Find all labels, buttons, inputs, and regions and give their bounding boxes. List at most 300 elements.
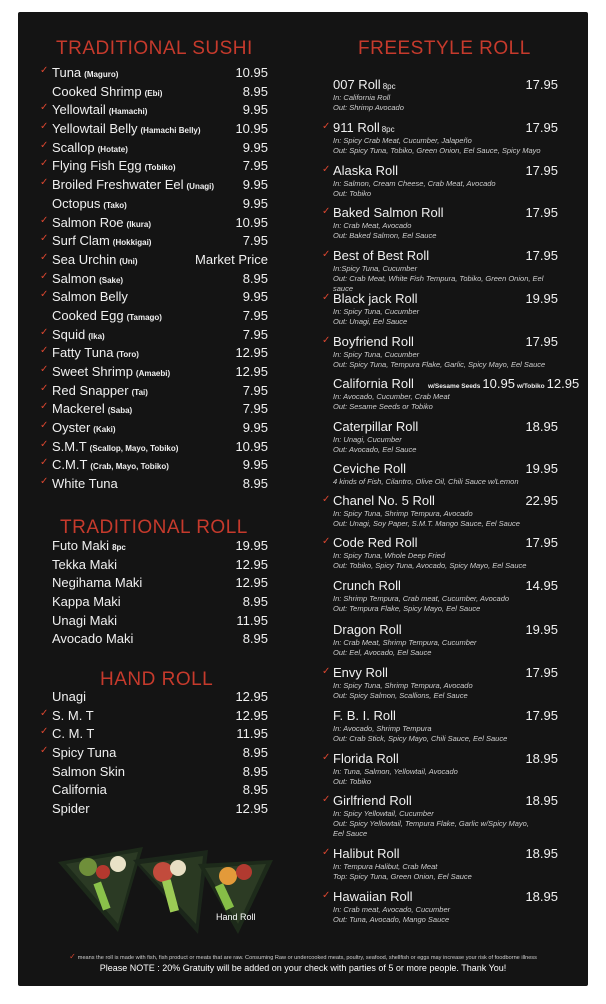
item-price: 9.95 — [242, 195, 268, 211]
description-line: In: Avocado, Shrimp Tempura — [333, 724, 432, 733]
menu-item — [18, 287, 298, 306]
item-name-text: Mackerel — [52, 401, 105, 417]
item-name-text: Dragon Roll — [333, 622, 402, 637]
description-line: Out: Tempura Flake, Spicy Mayo, Eel Sauce — [333, 603, 481, 613]
item-name-text: Scallop — [52, 139, 95, 155]
red-tick-icon: ✓ — [40, 102, 49, 114]
description-line: In: Spicy Tuna, Whole Deep Fried — [333, 551, 445, 560]
description-line: In: Spicy Tuna, Cucumber — [333, 307, 420, 316]
description-line: In: Tuna, Salmon, Yellowtail, Avocado — [333, 767, 458, 776]
item-name-text: Tuna — [52, 65, 82, 80]
red-tick-icon: ✓ — [40, 65, 49, 76]
red-tick-icon: ✓ — [322, 335, 331, 346]
description-line: Out: Unagi, Soy Paper, S.M.T. Mango Sauce, Eel Sauce — [333, 518, 520, 528]
item-description — [333, 264, 565, 293]
item-name-text: C.M.T — [52, 457, 88, 473]
item-japanese-name: (Sake) — [99, 275, 124, 285]
item-price: 18.95 — [525, 793, 558, 808]
item-description — [333, 862, 565, 882]
item-price: 10.95 — [235, 214, 268, 230]
red-tick-icon: ✓ — [40, 270, 49, 282]
item-name — [52, 575, 142, 590]
item-name — [333, 205, 444, 220]
item-name — [52, 196, 127, 211]
menu-item — [18, 724, 298, 743]
traditional-roll-title: TRADITIONAL ROLL — [60, 517, 248, 538]
red-tick-icon: ✓ — [322, 890, 331, 901]
item-japanese-name: (Hamachi Belly) — [140, 126, 201, 136]
item-price: 17.95 — [525, 334, 558, 349]
item-name — [333, 291, 418, 306]
item-japanese-name: 8pc — [112, 543, 126, 552]
item-name-text: Surf Clam — [52, 233, 110, 249]
description-line: Out: Baked Salmon, Eel Sauce — [333, 230, 437, 240]
item-name — [333, 578, 401, 593]
description-line: Out: Tuna, Avocado, Mango Sauce — [333, 914, 450, 924]
item-name-text: Avocado Maki — [52, 631, 134, 647]
item-price: 19.95 — [235, 538, 268, 553]
menu-item — [18, 743, 298, 762]
item-name-text: Florida Roll — [333, 751, 399, 766]
item-japanese-name: (Hamachi) — [108, 107, 148, 117]
item-price: 12.95 — [235, 345, 268, 361]
freestyle-roll-title: FREESTYLE ROLL — [358, 38, 531, 59]
red-tick-icon: ✓ — [40, 457, 49, 469]
item-name-text: Salmon Roe — [52, 214, 124, 230]
item-name — [333, 120, 395, 135]
red-tick-icon: ✓ — [322, 536, 331, 547]
description-line: In: Crab meat, Avocado, Cucumber — [333, 905, 451, 914]
item-price: 9.95 — [242, 289, 268, 305]
item-price: 19.95 — [525, 291, 558, 306]
item-price: 10.95 — [235, 65, 268, 80]
item-price: 11.95 — [236, 726, 268, 742]
item-name — [52, 594, 121, 609]
item-japanese-name: (Toro) — [116, 350, 139, 360]
item-name — [52, 708, 94, 723]
item-name — [52, 102, 147, 117]
hand-roll-title: HAND ROLL — [100, 669, 214, 690]
item-name — [333, 751, 399, 766]
item-japanese-name: (Ebi) — [144, 88, 163, 98]
item-price: 9.95 — [242, 177, 268, 193]
item-name — [52, 631, 133, 646]
item-description — [333, 509, 565, 529]
item-description — [333, 307, 565, 327]
menu-item — [18, 306, 298, 325]
item-name-text: Red Snapper — [52, 382, 129, 398]
item-name-text: Kappa Maki — [52, 594, 121, 610]
item-name — [52, 613, 117, 628]
red-tick-icon: ✓ — [40, 745, 49, 757]
sesame-label: w/Sesame Seeds — [428, 383, 481, 390]
red-tick-icon: ✓ — [40, 158, 49, 170]
item-name — [333, 334, 414, 349]
item-name-text: Boyfriend Roll — [333, 334, 414, 349]
description-line: Out: Spicy Yellowtail, Tempura Flake, Garlic w/Spicy Mayo, — [333, 818, 529, 828]
menu-item — [18, 325, 298, 344]
item-name-text: Black jack Roll — [333, 291, 418, 306]
description-line: In:Spicy Tuna, Cucumber — [333, 264, 418, 273]
item-price: 8.95 — [242, 631, 268, 647]
item-name-text: Salmon — [52, 270, 97, 286]
description-line: Out: Eel, Avocado, Eel Sauce — [333, 647, 432, 657]
item-price: 7.95 — [242, 401, 268, 417]
item-name-text: S. M. T — [52, 707, 94, 723]
hand-roll-photo — [48, 842, 273, 937]
item-name-text: 007 Roll — [333, 77, 381, 92]
item-price: 17.95 — [525, 708, 558, 723]
item-description — [333, 551, 565, 571]
item-price: 8.95 — [242, 270, 268, 286]
item-description — [333, 724, 565, 744]
item-price: 9.95 — [242, 420, 268, 436]
item-name-text: California Roll — [333, 376, 414, 391]
menu-item — [18, 536, 298, 555]
item-name — [52, 745, 116, 760]
red-tick-icon: ✓ — [40, 251, 49, 263]
item-description — [333, 638, 565, 658]
menu-item — [18, 474, 298, 493]
red-tick-icon: ✓ — [40, 289, 49, 301]
red-tick-icon: ✓ — [40, 177, 49, 189]
item-name-text: Alaska Roll — [333, 163, 399, 178]
item-japanese-name: (Scallop, Mayo, Tobiko) — [89, 443, 179, 453]
tobiko-price: 12.95 — [546, 376, 580, 391]
red-tick-icon: ✓ — [322, 121, 331, 132]
menu-item — [18, 82, 298, 101]
item-price: 10.95 — [235, 121, 268, 137]
red-tick-icon: ✓ — [40, 121, 49, 133]
description-line: Out: Sesame Seeds or Tobiko — [333, 401, 433, 411]
item-name — [52, 345, 139, 360]
description-line: In: Crab Meat, Shrimp Tempura, Cucumber — [333, 638, 477, 647]
red-tick-icon: ✓ — [322, 794, 331, 805]
traditional-sushi-list — [18, 63, 298, 493]
item-price: 7.95 — [242, 326, 268, 342]
item-name-text: Flying Fish Egg — [52, 158, 142, 174]
item-name-text: Spicy Tuna — [52, 745, 117, 761]
item-name — [52, 84, 162, 99]
item-japanese-name: (Tako) — [103, 200, 127, 210]
item-description — [333, 221, 565, 241]
item-name-text: Unagi Maki — [52, 612, 118, 628]
item-japanese-name: (Kaki) — [93, 425, 116, 435]
item-price: Market Price — [195, 251, 268, 267]
item-price: 8.95 — [242, 476, 268, 492]
item-name — [333, 163, 398, 178]
traditional-sushi-title: TRADITIONAL SUSHI — [56, 38, 253, 59]
footer — [18, 952, 588, 973]
item-description — [333, 809, 565, 838]
item-price: 17.95 — [525, 205, 558, 220]
item-name — [52, 457, 169, 472]
item-name — [52, 65, 118, 80]
item-price: 11.95 — [236, 612, 268, 628]
description-line: Out: Spicy Tuna, Tobiko, Green Onion, Eel Sauce, Spicy Mayo — [333, 145, 541, 155]
item-name — [52, 140, 128, 155]
item-name-text: Chanel No. 5 Roll — [333, 493, 435, 508]
menu-item — [18, 138, 298, 157]
item-price: 17.95 — [525, 163, 558, 178]
item-price: 18.95 — [525, 846, 558, 861]
description-line: Out: Spicy Salmon, Scallions, Eel Sauce — [333, 690, 468, 700]
red-tick-icon: ✓ — [40, 438, 49, 450]
item-description — [333, 136, 565, 156]
item-description — [333, 179, 565, 199]
item-description — [333, 594, 565, 614]
red-tick-icon: ✓ — [40, 345, 49, 357]
item-name — [333, 793, 412, 808]
item-name — [52, 383, 148, 398]
red-tick-icon: ✓ — [322, 494, 331, 505]
item-japanese-name: (Unagi) — [186, 182, 215, 192]
menu-item — [18, 437, 298, 456]
item-name-text: Salmon Belly — [52, 289, 128, 305]
item-name-text: Fatty Tuna — [52, 345, 114, 361]
item-japanese-name: (Maguro) — [84, 70, 119, 79]
description-line: Out: Tobiko — [333, 776, 372, 786]
item-name — [52, 215, 151, 230]
item-name — [52, 327, 105, 342]
description-line: In: Spicy Tuna, Shrimp Tempura, Avocado — [333, 509, 473, 518]
item-name-text: Futo Maki — [52, 538, 110, 553]
california-prices — [428, 376, 579, 391]
item-price: 8.95 — [242, 745, 268, 761]
item-name — [52, 121, 201, 136]
item-price: 12.95 — [235, 689, 268, 704]
description-line: Top: Spicy Tuna, Green Onion, Eel Sauce — [333, 871, 472, 881]
item-name-text: White Tuna — [52, 476, 118, 492]
menu-item — [18, 194, 298, 213]
item-japanese-name: (Hotate) — [97, 144, 128, 154]
traditional-roll-list — [18, 536, 298, 648]
menu-item — [18, 343, 298, 362]
item-description — [333, 392, 565, 412]
menu-item — [18, 418, 298, 437]
item-name — [52, 177, 214, 192]
item-name — [52, 801, 90, 816]
item-name-text: Squid — [52, 326, 86, 342]
item-name — [333, 665, 388, 680]
item-name-text: S.M.T — [52, 438, 87, 454]
description-line: Out: Shrimp Avocado — [333, 102, 404, 112]
item-japanese-name: (Amaebi) — [135, 369, 171, 378]
item-price: 8.95 — [242, 83, 268, 99]
description-line: Out: Tobiko, Spicy Tuna, Avocado, Spicy Mayo, Eel Sauce — [333, 560, 527, 570]
menu-item — [18, 762, 298, 781]
menu-item — [18, 629, 298, 648]
item-name — [333, 248, 429, 263]
item-name — [333, 493, 435, 508]
item-name-text: Best of Best Roll — [333, 248, 430, 263]
item-price: 17.95 — [525, 665, 558, 680]
item-name-text: F. B. I. Roll — [333, 708, 396, 723]
item-name — [52, 233, 151, 248]
item-name-text: Yellowtail — [52, 102, 106, 118]
red-tick-icon: ✓ — [40, 401, 49, 413]
red-tick-icon: ✓ — [40, 364, 49, 375]
item-name — [333, 846, 399, 861]
raw-disclaimer-text: means the roll is made with fish, fish product or meats that are raw. Consuming Raw or undercooked meats, poultry, seafood, shellfish or eggs may increase your risk of foodborne illness — [77, 955, 537, 961]
item-name-text: Cooked Egg — [52, 307, 124, 323]
item-name-text: Cooked Shrimp — [52, 83, 142, 99]
item-japanese-name: (Uni) — [119, 256, 138, 266]
item-name-text: Sweet Shrimp — [52, 364, 133, 379]
red-tick-icon: ✓ — [40, 726, 49, 738]
description-line: In: Spicy Tuna, Cucumber — [333, 350, 420, 359]
menu-item — [18, 119, 298, 138]
item-name-text: Unagi — [52, 689, 86, 704]
menu-item — [18, 706, 298, 725]
menu-item — [18, 780, 298, 799]
description-line: In: California Roll — [333, 93, 391, 102]
item-japanese-name: (Hokkigai) — [112, 238, 152, 248]
raw-disclaimer — [18, 952, 588, 961]
description-line: In: Avocado, Cucumber, Crab Meat — [333, 392, 450, 401]
item-name-text: C. M. T — [52, 726, 95, 742]
item-description — [333, 350, 565, 370]
item-name — [52, 689, 86, 704]
red-tick-icon: ✓ — [40, 214, 49, 226]
item-name-text: Caterpillar Roll — [333, 419, 419, 434]
item-name — [52, 308, 162, 323]
item-name — [52, 439, 178, 454]
menu-board — [18, 12, 588, 986]
item-price: 12.95 — [235, 364, 268, 379]
description-line: In: Tempura Halibut, Crab Meat — [333, 862, 438, 871]
item-price: 17.95 — [525, 120, 558, 135]
item-price: 7.95 — [242, 158, 268, 174]
item-price: 18.95 — [525, 889, 558, 904]
item-price: 9.95 — [242, 139, 268, 155]
description-line: In: Spicy Yellowtail, Cucumber — [333, 809, 434, 818]
menu-item — [18, 455, 298, 474]
item-name-text: Octopus — [52, 195, 101, 211]
item-name — [333, 376, 414, 391]
description-line: Out: Tobiko — [333, 188, 372, 198]
menu-item — [18, 592, 298, 611]
item-name-text: Salmon Skin — [52, 763, 125, 779]
menu-item — [18, 175, 298, 194]
red-tick-icon: ✓ — [322, 847, 331, 858]
item-price: 12.95 — [235, 801, 268, 817]
item-price: 12.95 — [235, 707, 268, 723]
item-name — [52, 364, 170, 379]
item-name — [52, 252, 138, 267]
item-description — [333, 93, 565, 113]
item-name — [333, 419, 418, 434]
menu-item — [18, 269, 298, 288]
item-name-text: Ceviche Roll — [333, 461, 406, 476]
item-name — [333, 461, 406, 476]
item-name-text: Yellowtail Belly — [52, 121, 138, 137]
item-price: 10.95 — [235, 438, 268, 454]
item-name — [52, 538, 126, 553]
red-tick-icon: ✓ — [40, 326, 49, 338]
item-japanese-name: (Crab, Mayo, Tobiko) — [90, 462, 169, 472]
item-price: 22.95 — [525, 493, 558, 508]
menu-item — [18, 555, 298, 574]
item-price: 18.95 — [525, 751, 558, 766]
item-price: 9.95 — [242, 457, 268, 473]
item-japanese-name: (Saba) — [107, 406, 133, 416]
item-name — [52, 476, 118, 491]
item-name — [52, 401, 132, 416]
item-japanese-name: (Ika) — [88, 331, 105, 341]
item-description — [333, 435, 565, 455]
item-japanese-name: (Tai) — [131, 387, 148, 397]
item-price: 8.95 — [242, 763, 268, 779]
item-japanese-name: (Ikura) — [126, 219, 151, 229]
red-tick-icon: ✓ — [322, 164, 331, 175]
item-price: 19.95 — [525, 622, 558, 637]
item-name-text: Sea Urchin — [52, 251, 117, 267]
item-name-text: Girlfriend Roll — [333, 793, 412, 808]
item-price: 9.95 — [242, 102, 268, 118]
item-name-text: Hawaiian Roll — [333, 889, 413, 904]
menu-item — [18, 399, 298, 418]
item-name — [52, 271, 123, 286]
item-name — [333, 535, 418, 550]
hand-roll-caption: Hand Roll — [216, 912, 256, 922]
red-tick-icon: ✓ — [40, 476, 49, 488]
description-line: Eel Sauce — [333, 828, 368, 838]
item-name — [333, 889, 412, 904]
piece-count: 8pc — [382, 82, 396, 91]
gratuity-note: Please NOTE : 20% Gratuity will be added on your check with parties of 5 or more people. Thank You! — [99, 963, 507, 973]
menu-item — [18, 213, 298, 232]
item-price: 7.95 — [242, 307, 268, 323]
red-tick-icon: ✓ — [69, 952, 76, 961]
item-description — [333, 681, 565, 701]
item-name — [333, 77, 396, 92]
item-price: 17.95 — [525, 535, 558, 550]
item-name — [52, 289, 128, 304]
red-tick-icon: ✓ — [322, 206, 331, 217]
item-name-text: Crunch Roll — [333, 578, 401, 593]
item-name-text: Tekka Maki — [52, 556, 118, 572]
description-line: Out: Avocado, Eel Sauce — [333, 444, 417, 454]
red-tick-icon: ✓ — [40, 707, 49, 719]
item-name-text: California — [52, 782, 107, 798]
item-price: 8.95 — [242, 594, 268, 610]
menu-item — [18, 611, 298, 630]
menu-item — [18, 156, 298, 175]
item-name — [52, 420, 116, 435]
item-price: 18.95 — [525, 419, 558, 434]
red-tick-icon: ✓ — [322, 666, 331, 677]
item-name-text: Envy Roll — [333, 665, 388, 680]
item-price: 12.95 — [235, 556, 268, 572]
item-price: 17.95 — [525, 248, 558, 263]
description-line: In: Salmon, Cream Cheese, Crab Meat, Avocado — [333, 179, 496, 188]
tobiko-label: w/Tobiko — [516, 383, 545, 390]
item-name — [333, 708, 396, 723]
item-price: 19.95 — [525, 461, 558, 476]
red-tick-icon: ✓ — [322, 292, 331, 303]
menu-item — [18, 231, 298, 250]
item-name — [52, 764, 125, 779]
item-name — [52, 726, 94, 741]
red-tick-icon: ✓ — [322, 752, 331, 763]
description-line: Out: Spicy Tuna, Tempura Flake, Garlic, Spicy Mayo, Eel Sauce — [333, 359, 546, 369]
item-name-text: Negihama Maki — [52, 575, 143, 591]
item-name-text: Baked Salmon Roll — [333, 205, 444, 220]
hand-roll-list — [18, 687, 298, 818]
menu-item — [18, 687, 298, 706]
description-line: Out: Crab Stick, Spicy Mayo, Chili Sauce, Eel Sauce — [333, 733, 508, 743]
